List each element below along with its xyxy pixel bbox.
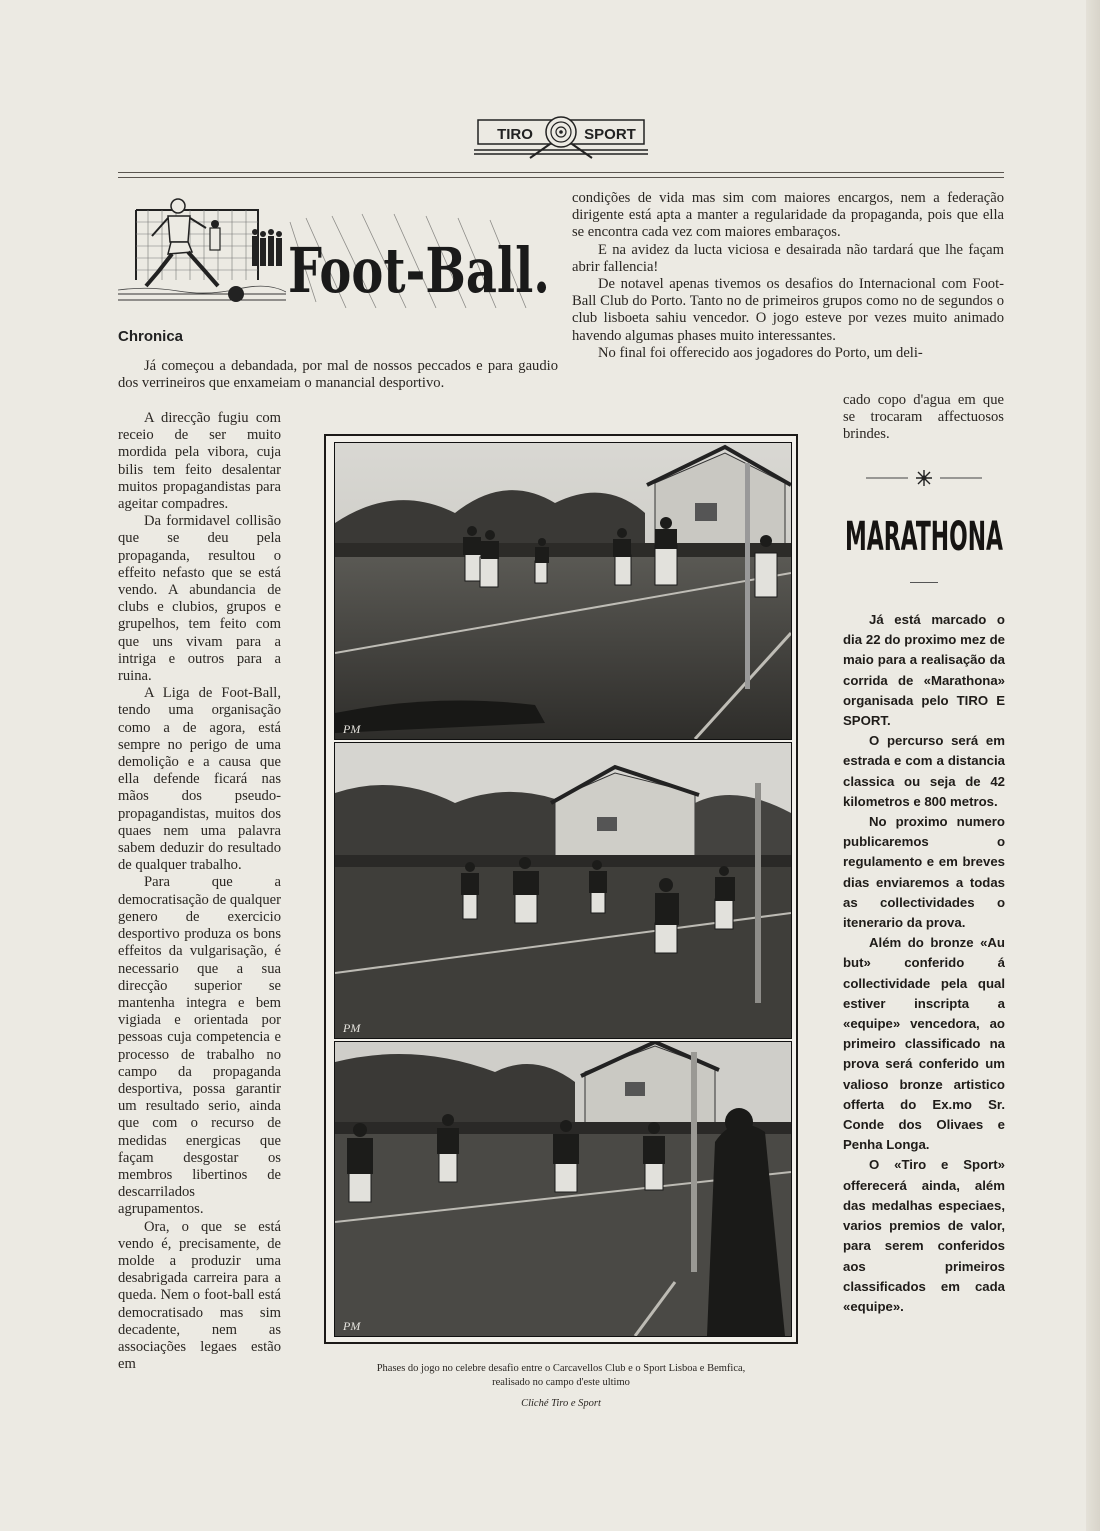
match-photo	[334, 442, 792, 740]
football-column-right-continued	[843, 392, 1004, 444]
article-paragraph: cado copo d'agua em que se trocaram affectuosos brindes.	[843, 392, 1004, 443]
intro-paragraph: Já começou a debandada, por mal de nossos peccados e para gaudio dos verrineiros que enxameiam o manancial desportivo.	[118, 358, 558, 392]
marathona-paragraph: No proximo numero publicaremos o regulamento e em breves dias enviaremos a todas as collectividades o itenerario da prova.	[843, 814, 1005, 931]
football-header	[118, 190, 558, 318]
football-player-illustration	[118, 190, 286, 308]
article-paragraph: No final foi offerecido aos jogadores do Porto, um deli-	[598, 344, 923, 361]
marathona-paragraph: Já está marcado o dia 22 do proximo mez de maio para a realisação da corrida de «Marathona» organisada pelo TIRO E SPORT.	[843, 612, 1005, 729]
photo-credit: Cliché Tiro e Sport	[521, 1398, 601, 1409]
article-paragraph: Para que a democratisação de qualquer genero de exercicio desportivo produza os bons effeitos da vulgarisação, é necessario que a sua direcção superior se mantenha integra e bem vigiada e orientada por pessoas cuja competencia e processo de trabalho no campo da propaganda desportiva, possa garantir um resultado serio, ainda que com o recurso de medidas energicas que façam desgostar os membros libertinos de descarrilados agrupamentos.	[118, 874, 281, 1218]
article-paragraph: condições de vida mas sim com maiores encargos, nem a federação dirigente está apta a manter a regularidade da propaganda, pois que ella se encontra cada vez com maiores embaraços.	[572, 190, 1004, 241]
football-column-right	[572, 190, 1004, 362]
chronica-heading: Chronica	[118, 328, 184, 345]
header-rule	[118, 177, 1004, 178]
photo-signature: PM	[343, 1319, 361, 1333]
masthead-tiro-text: TIRO	[497, 126, 533, 143]
marathona-paragraph: O «Tiro e Sport» offerecerá ainda, além das medalhas especiaes, varios premios de valor, para serem conferidos aos primeiros classificados em cada «equipe».	[843, 1157, 1005, 1314]
article-paragraph: Da formidavel collisão que se deu pela propaganda, resultou o effeito nefasto que se está vendo. A abundancia de clubs e clubios, grupos e grupelhos, tem feito com que uns vivam para a intriga e outros para a ruina.	[118, 513, 281, 685]
photo-plate	[324, 434, 798, 1344]
match-photo	[334, 742, 792, 1039]
article-paragraph: E na avidez da lucta viciosa e desairada não tardará que lhe façam abrir fallencia!	[572, 241, 1004, 275]
football-title: Foot-Ball.	[288, 234, 550, 307]
football-title-art	[286, 212, 556, 308]
masthead-logo	[470, 114, 652, 164]
marathona-title-art	[843, 506, 1005, 558]
football-intro	[118, 358, 558, 392]
marathona-title: MARATHONA	[845, 514, 1004, 558]
football-column-left	[118, 410, 281, 1373]
article-paragraph: A direcção fugiu com receio de ser muito mordida pela vibora, cuja bilis tem feito desalentar muitos propagandistas para ageitar compadres.	[118, 410, 281, 513]
photo-signature: PM	[343, 722, 361, 736]
header-rule	[118, 172, 1004, 173]
article-paragraph: A Liga de Foot-Ball, tendo uma organisação como a de agora, está sempre no perigo de uma demolição e a causa que ella defende ficará nas mãos dos pseudo-propagandistas, muitos dos quaes nem uma palavra sabem deduzir do resultado de qualquer trabalho.	[118, 685, 281, 874]
page-edge	[1086, 0, 1100, 1531]
caption-line: Phases do jogo no celebre desafio entre o Carcavellos Club e o Sport Lisboa e Bemfica,	[376, 1363, 746, 1374]
article-paragraph: Ora, o que se está vendo é, precisamente, de molde a produzir uma desabrigada carreira para a queda. Nem o foot-ball está democratisado mas sim decadente, nem as associações legaes estão em	[118, 1218, 281, 1373]
marathona-article	[843, 610, 1005, 1317]
photo-caption	[324, 1362, 798, 1390]
marathona-rule	[910, 582, 938, 583]
section-ornament	[866, 468, 982, 488]
marathona-paragraph: Além do bronze «Au but» conferido á collectividade pela qual estiver inscripta a «equipe» vencedora, ao primeiro classificado na prova será conferido um valioso bronze artistico offerta do Ex.mo Sr. Conde dos Olivaes e Penha Longa.	[843, 935, 1005, 1153]
article-paragraph: De notavel apenas tivemos os desafios do Internacional com Foot-Ball Club do Porto. Tanto no de primeiros grupos como no de segundos o club lisboeta sahiu vencedor. O jogo esteve por vezes muito animado havendo algumas phases muito interessantes.	[572, 276, 1004, 344]
marathona-paragraph: O percurso será em estrada e com a distancia classica ou seja de 42 kilometros e 800 metros.	[843, 733, 1005, 809]
masthead-sport-text: SPORT	[584, 126, 636, 143]
photo-signature: PM	[343, 1021, 361, 1035]
match-photo	[334, 1041, 792, 1337]
caption-line: realisado no campo d'este ultimo	[492, 1377, 630, 1388]
